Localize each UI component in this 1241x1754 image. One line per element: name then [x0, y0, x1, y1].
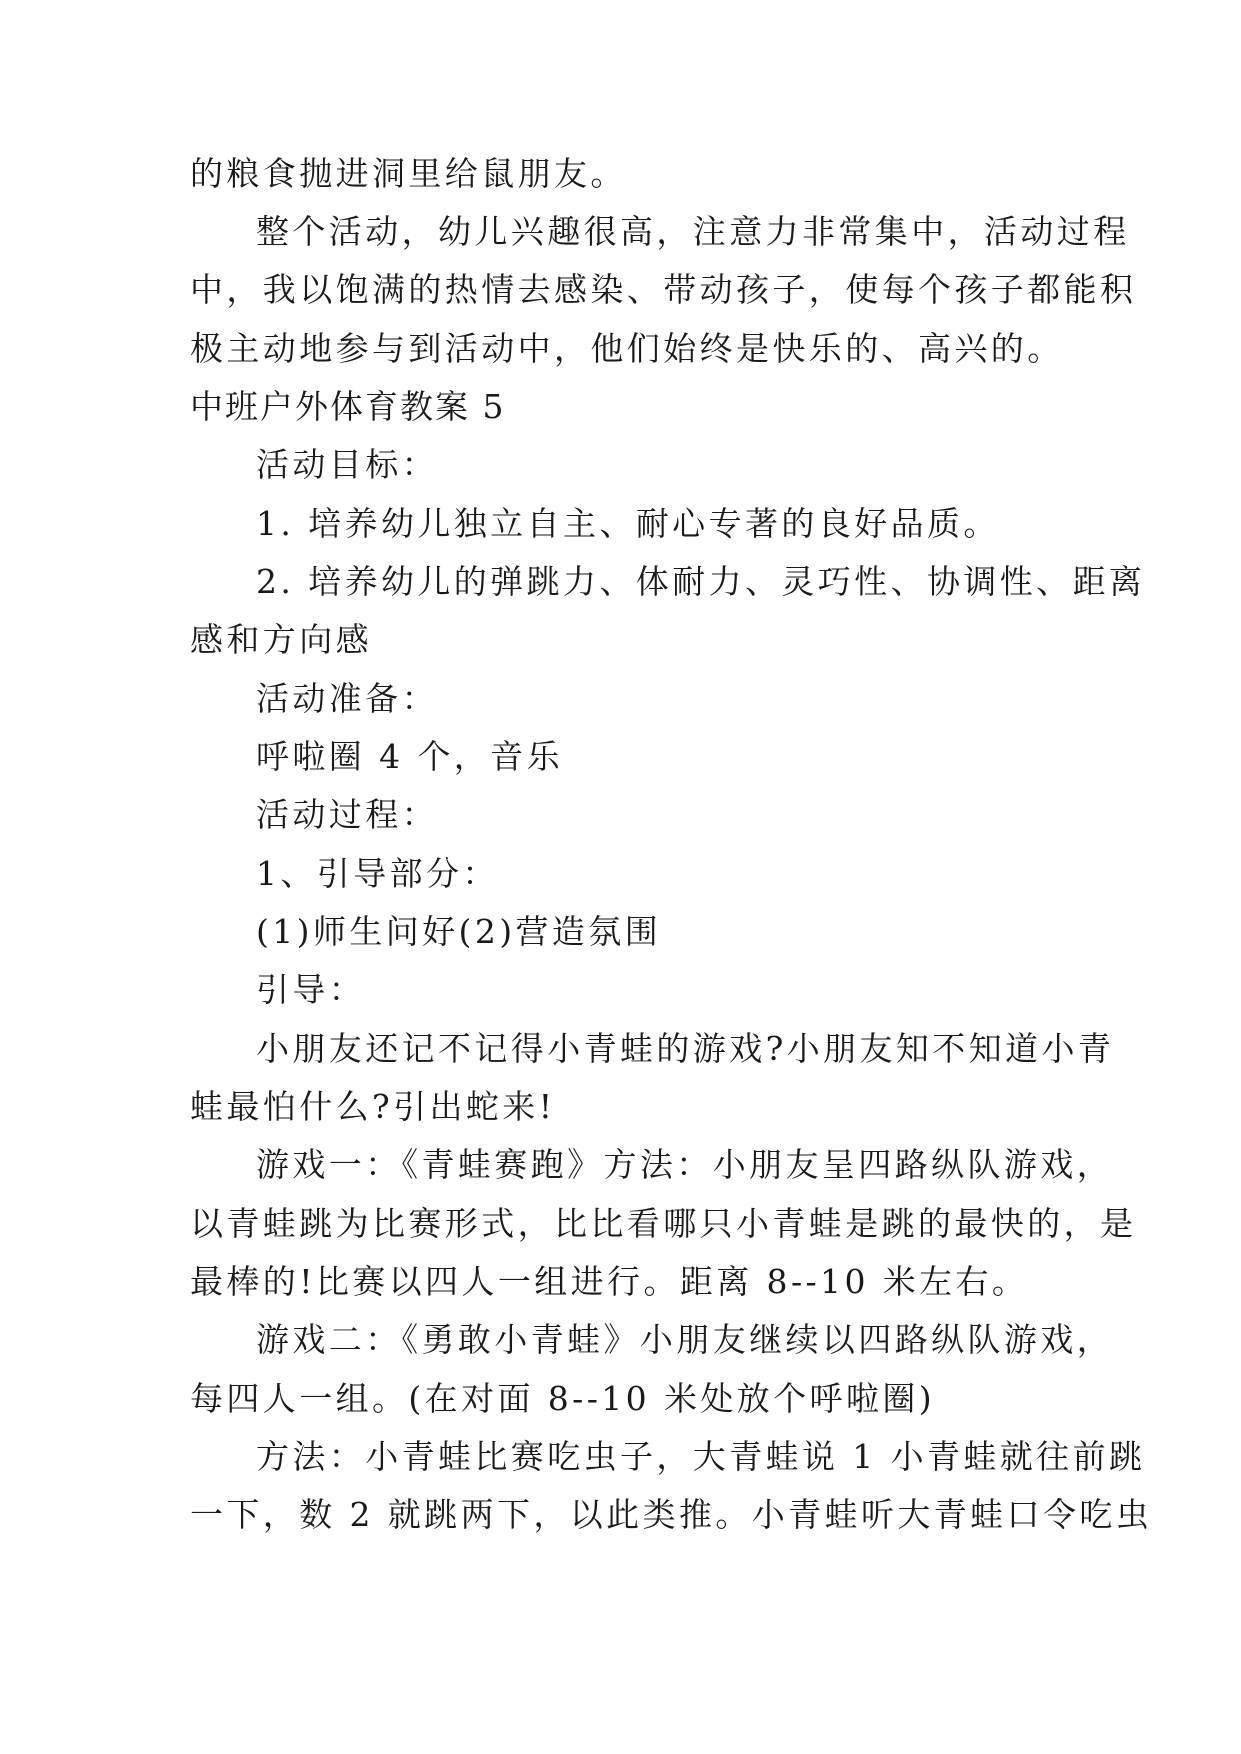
text-line: 引导： — [256, 970, 366, 1009]
text-line: (1)师生问好(2)营造氛围 — [256, 912, 662, 951]
text-line: 以青蛙跳为比赛形式，比比看哪只小青蛙是跳的最快的，是 — [190, 1204, 1137, 1243]
text-line: 感和方向感 — [190, 620, 372, 659]
text-line: 小朋友还记不记得小青蛙的游戏?小朋友知不知道小青 — [256, 1029, 1115, 1068]
text-line: 最棒的!比赛以四人一组进行。距离 8--10 米左右。 — [190, 1262, 1029, 1301]
text-line: 方法：小青蛙比赛吃虫子，大青蛙说 1 小青蛙就往前跳 — [256, 1437, 1146, 1476]
text-line: 每四人一组。(在对面 8--10 米处放个呼啦圈) — [190, 1379, 936, 1418]
text-line: 1. 培养幼儿独立自主、耐心专著的良好品质。 — [256, 504, 1000, 543]
text-line: 呼啦圈 4 个，音乐 — [256, 737, 563, 776]
text-line: 极主动地参与到活动中，他们始终是快乐的、高兴的。 — [190, 329, 1064, 368]
text-line: 游戏一：《青蛙赛跑》方法：小朋友呈四路纵队游戏， — [256, 1145, 1114, 1184]
text-line: 活动过程： — [256, 795, 438, 834]
text-line: 1、引导部分： — [256, 854, 499, 893]
text-line: 的粮食抛进洞里给鼠朋友。 — [190, 154, 627, 193]
text-line: 活动准备： — [256, 679, 438, 718]
text-line: 整个活动，幼儿兴趣很高，注意力非常集中，活动过程 — [256, 212, 1130, 251]
text-line: 中，我以饱满的热情去感染、带动孩子，使每个孩子都能积 — [190, 270, 1137, 309]
text-line: 2. 培养幼儿的弹跳力、体耐力、灵巧性、协调性、距离 — [256, 562, 1146, 601]
text-line: 一下，数 2 就跳两下，以此类推。小青蛙听大青蛙口令吃虫 — [190, 1495, 1153, 1534]
section-heading: 中班户外体育教案 5 — [190, 387, 506, 426]
text-line: 活动目标： — [256, 445, 438, 484]
text-line: 游戏二：《勇敢小青蛙》小朋友继续以四路纵队游戏， — [256, 1320, 1114, 1359]
text-line: 蛙最怕什么?引出蛇来! — [190, 1087, 556, 1126]
